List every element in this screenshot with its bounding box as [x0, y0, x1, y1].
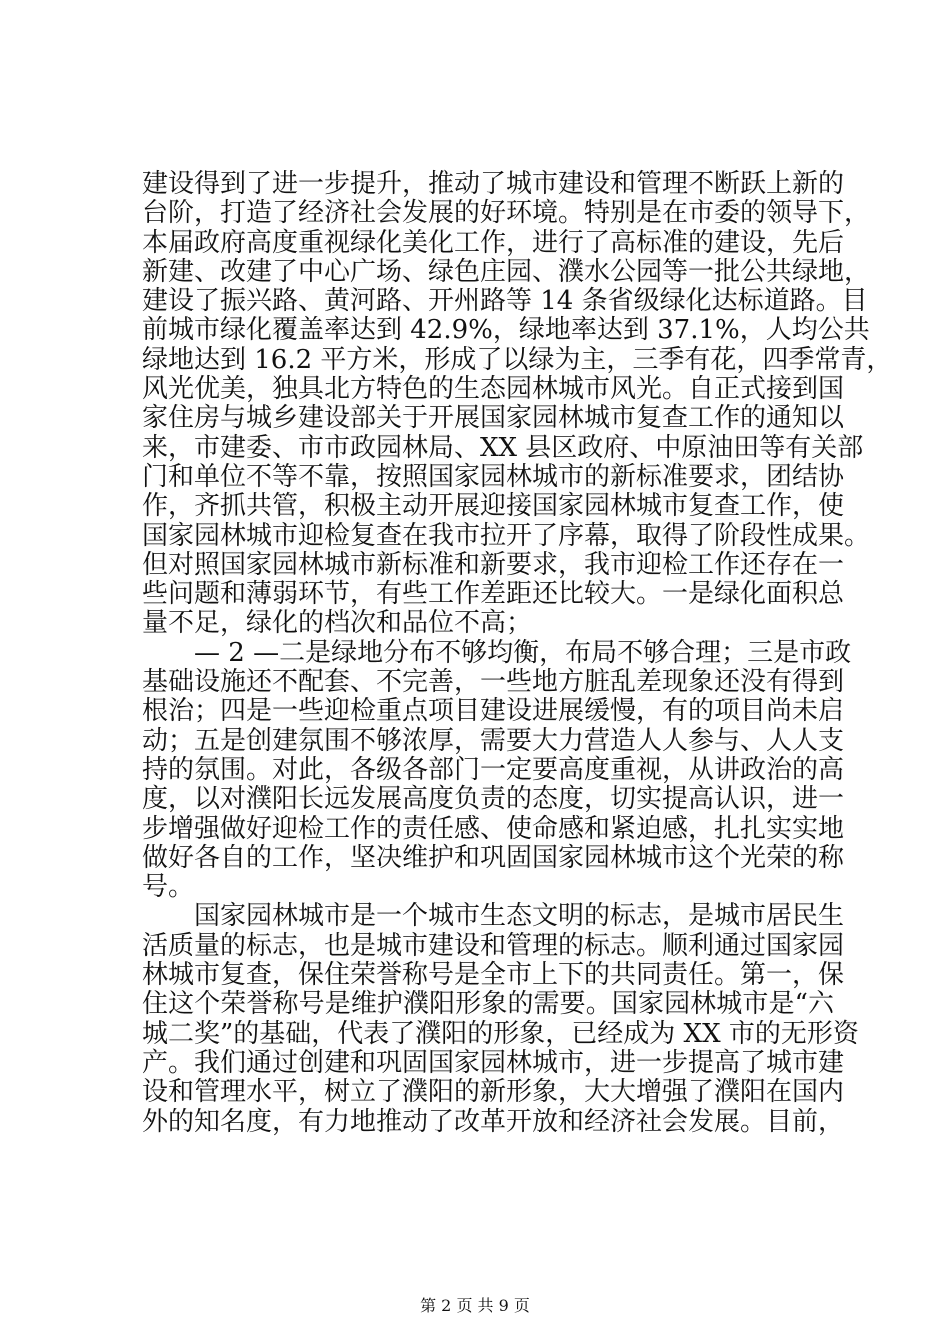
text-line: 持的氛围。对此，各级各部门一定要高度重视，从讲政治的高: [142, 754, 845, 785]
page-number-footer: 第 2 页 共 9 页: [420, 1296, 530, 1315]
text-line: 家住房与城乡建设部关于开展国家园林城市复查工作的通知以: [142, 403, 845, 434]
text-line: 些问题和薄弱环节，有些工作差距还比较大。一是绿化面积总: [142, 579, 845, 610]
text-line: 动；五是创建氛围不够浓厚，需要大力营造人人参与、人人支: [142, 725, 845, 756]
text-line: 活质量的标志，也是城市建设和管理的标志。顺利通过国家园: [142, 930, 845, 961]
text-line: 根治；四是一些迎检重点项目建设进展缓慢，有的项目尚未启: [142, 696, 845, 727]
text-line: — 2 —二是绿地分布不够均衡，布局不够合理；三是市政: [142, 637, 852, 668]
text-line: 前城市绿化覆盖率达到 42.9%，绿地率达到 37.1%，人均公共: [142, 315, 870, 346]
text-line: 产。我们通过创建和巩固国家园林城市，进一步提高了城市建: [142, 1047, 845, 1078]
text-line: 林城市复查，保住荣誉称号是全市上下的共同责任。第一，保: [142, 960, 845, 991]
text-line: 外的知名度，有力地推动了改革开放和经济社会发展。目前，: [142, 1106, 845, 1137]
text-line: 但对照国家园林城市新标准和新要求，我市迎检工作还存在一: [142, 549, 845, 580]
text-line: 新建、改建了中心广场、绿色庄园、濮水公园等一批公共绿地，: [142, 256, 871, 287]
document-body: [142, 169, 893, 1137]
text-line: 建设得到了进一步提升，推动了城市建设和管理不断跃上新的: [142, 169, 845, 199]
text-line: 风光优美，独具北方特色的生态园林城市风光。自正式接到国: [142, 374, 845, 405]
text-line: 住这个荣誉称号是维护濮阳形象的需要。国家园林城市是“六: [142, 989, 834, 1020]
text-line: 步增强做好迎检工作的责任感、使命感和紧迫感，扎扎实实地: [142, 813, 845, 844]
text-line: 国家园林城市迎检复查在我市拉开了序幕，取得了阶段性成果。: [142, 520, 871, 551]
text-line: 号。: [142, 872, 195, 903]
text-line: 建设了振兴路、黄河路、开州路等 14 条省级绿化达标道路。目: [142, 286, 868, 317]
text-line: 本届政府高度重视绿化美化工作，进行了高标准的建设，先后: [142, 227, 845, 258]
text-line: 度，以对濮阳长远发展高度负责的态度，切实提高认识，进一: [142, 784, 845, 815]
text-line: 做好各自的工作，坚决维护和巩固国家园林城市这个光荣的称: [142, 842, 845, 873]
text-line: 绿地达到 16.2 平方米，形成了以绿为主，三季有花，四季常青，: [142, 344, 893, 375]
text-line: 基础设施还不配套、不完善，一些地方脏乱差现象还没有得到: [142, 667, 845, 698]
text-line: 设和管理水平，树立了濮阳的新形象，大大增强了濮阳在国内: [142, 1077, 845, 1108]
text-line: 作，齐抓共管，积极主动开展迎接国家园林城市复查工作，使: [142, 491, 845, 522]
text-line: 台阶，打造了经济社会发展的好环境。特别是在市委的领导下，: [142, 198, 871, 229]
text-line: 来，市建委、市市政园林局、XX 县区政府、中原油田等有关部: [142, 432, 864, 463]
text-line: 量不足，绿化的档次和品位不高；: [142, 608, 533, 639]
text-line: 国家园林城市是一个城市生态文明的标志，是城市居民生: [142, 901, 845, 932]
text-line: 城二奖”的基础，代表了濮阳的形象，已经成为 XX 市的无形资: [142, 1018, 859, 1049]
text-line: 门和单位不等不靠，按照国家园林城市的新标准要求，团结协: [142, 461, 845, 492]
